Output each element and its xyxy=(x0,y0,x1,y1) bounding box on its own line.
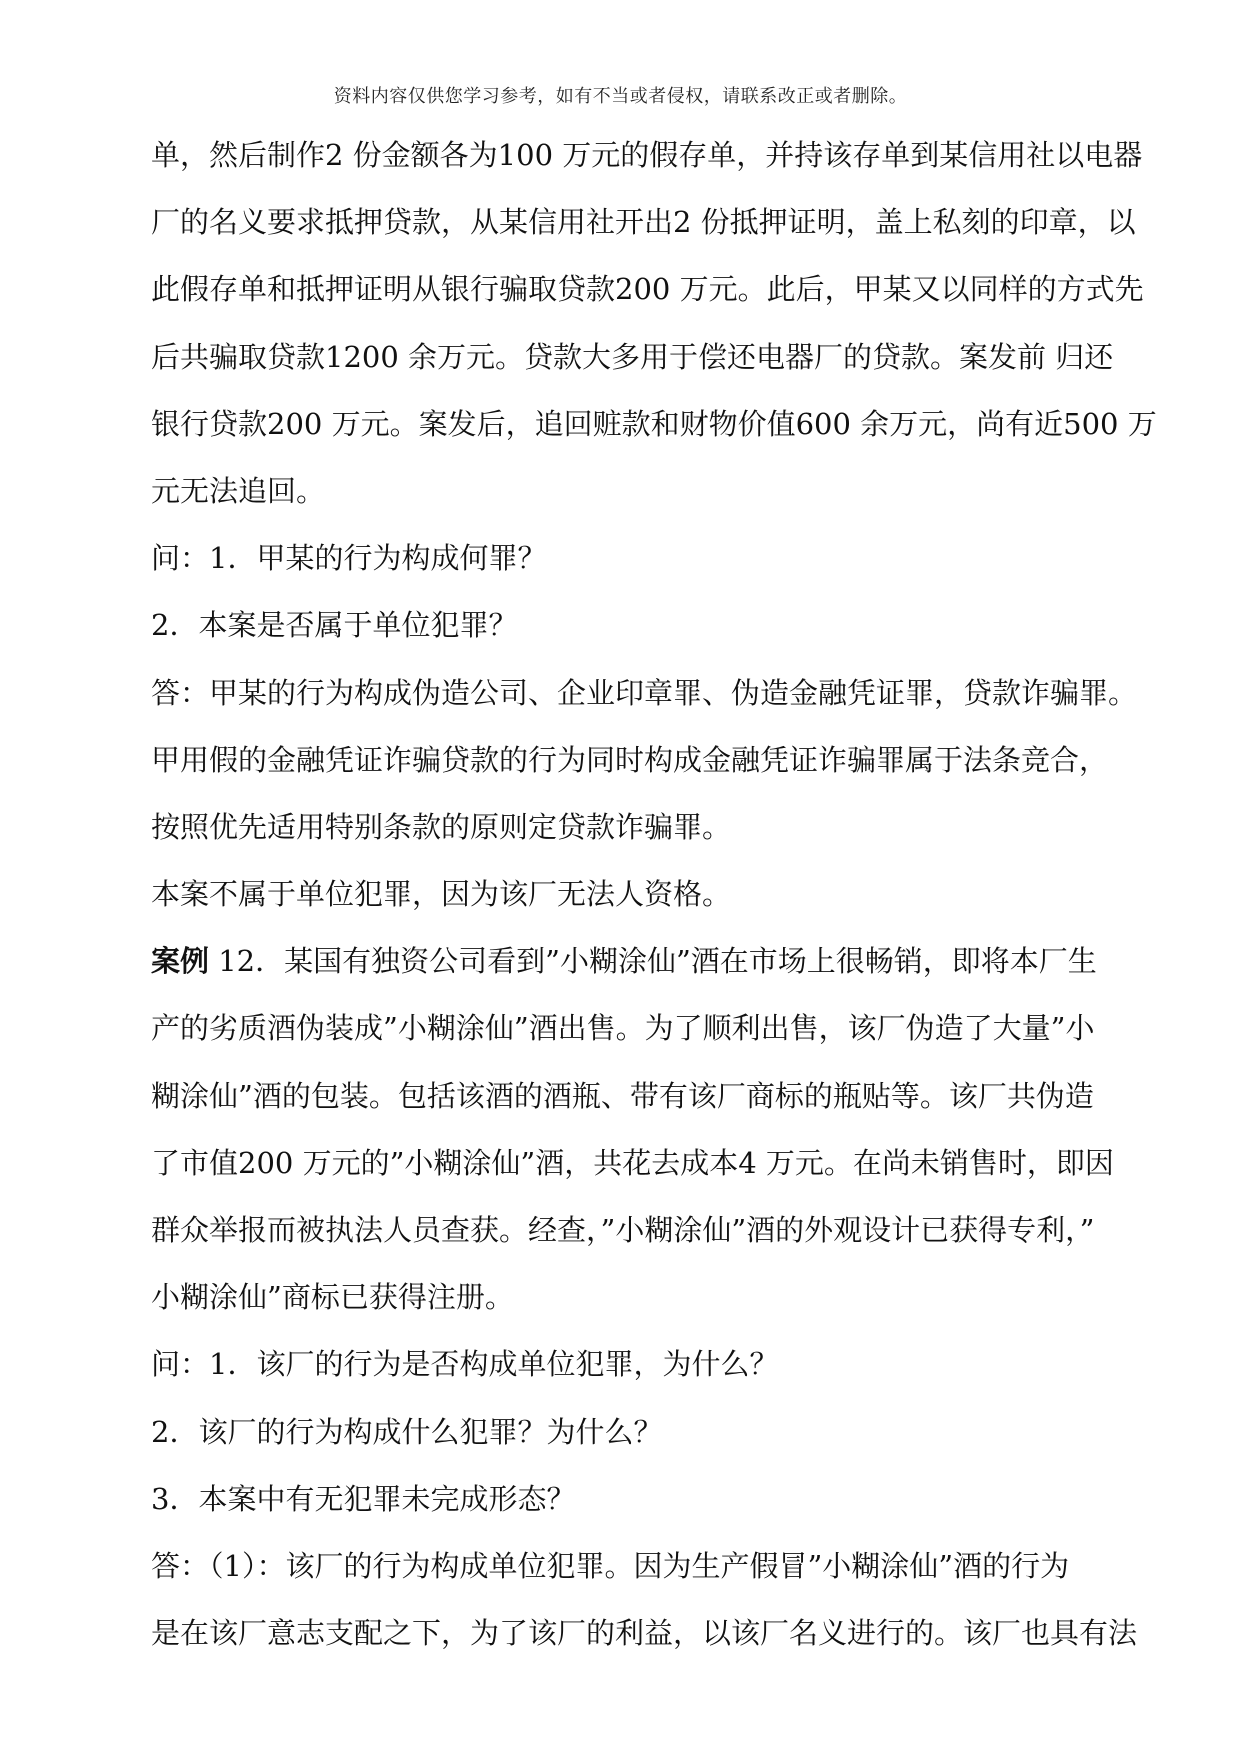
answer-line: 是在该厂意志支配之下，为了该厂的利益，以该厂名义进行的。该厂也具有法 xyxy=(151,1616,1138,1651)
question-line: 2．本案是否属于单位犯罪？ xyxy=(151,608,518,643)
case-label: 案例 xyxy=(151,944,210,979)
text-line: 产的劣质酒伪装成”小糊涂仙”酒出售。为了顺利出售，该厂伪造了大量”小 xyxy=(151,1011,1095,1046)
question-line: 问：1．甲某的行为构成何罪？ xyxy=(151,541,547,576)
text-line: 厂的名义要求抵押贷款，从某信用社开出2 份抵押证明，盖上私刻的印章，以 xyxy=(151,205,1136,240)
document-body xyxy=(151,122,1181,1667)
text-line: 此假存单和抵押证明从银行骗取贷款200 万元。此后，甲某又以同样的方式先 xyxy=(151,272,1144,307)
question-line: 问：1．该厂的行为是否构成单位犯罪，为什么？ xyxy=(151,1347,779,1382)
answer-line: 本案不属于单位犯罪，因为该厂无法人资格。 xyxy=(151,877,732,912)
page-header-notice: 资料内容仅供您学习参考，如有不当或者侵权，请联系改正或者删除。 xyxy=(333,86,908,107)
question-line: 2．该厂的行为构成什么犯罪？为什么？ xyxy=(151,1414,663,1449)
text-line: 糊涂仙”酒的包装。包括该酒的酒瓶、带有该厂商标的瓶贴等。该厂共伪造 xyxy=(151,1078,1094,1113)
question-line: 3．本案中有无犯罪未完成形态？ xyxy=(151,1481,576,1516)
answer-line: 甲用假的金融凭证诈骗贷款的行为同时构成金融凭证诈骗罪属于法条竞合， xyxy=(151,742,1109,777)
answer-line: 按照优先适用特别条款的原则定贷款诈骗罪。 xyxy=(151,809,732,844)
text-line: 元无法追回。 xyxy=(151,473,326,508)
text-line: 了市值200 万元的”小糊涂仙”酒，共花去成本4 万元。在尚未销售时，即因 xyxy=(151,1145,1114,1180)
answer-line: 答：（1）：该厂的行为构成单位犯罪。因为生产假冒”小糊涂仙”酒的行为 xyxy=(151,1548,1070,1583)
text-line: 单，然后制作2 份金额各为100 万元的假存单，并持该存单到某信用社以电器 xyxy=(151,138,1143,172)
text-line: 后共骗取贷款1200 余万元。贷款大多用于偿还电器厂的贷款。案发前 归还 xyxy=(151,339,1114,374)
text-line: 小糊涂仙”商标已获得注册。 xyxy=(151,1280,514,1315)
text-line: 群众举报而被执法人员查获。经查，”小糊涂仙”酒的外观设计已获得专利，” xyxy=(151,1213,1095,1247)
text-line: 银行贷款200 万元。案发后，追回赃款和财物价值600 余万元，尚有近500 万 xyxy=(151,406,1157,441)
case-heading-line: 案例 12．某国有独资公司看到”小糊涂仙”酒在市场上很畅销，即将本厂生 xyxy=(151,944,1097,979)
answer-line: 答：甲某的行为构成伪造公司、企业印章罪、伪造金融凭证罪，贷款诈骗罪。 xyxy=(151,675,1138,710)
